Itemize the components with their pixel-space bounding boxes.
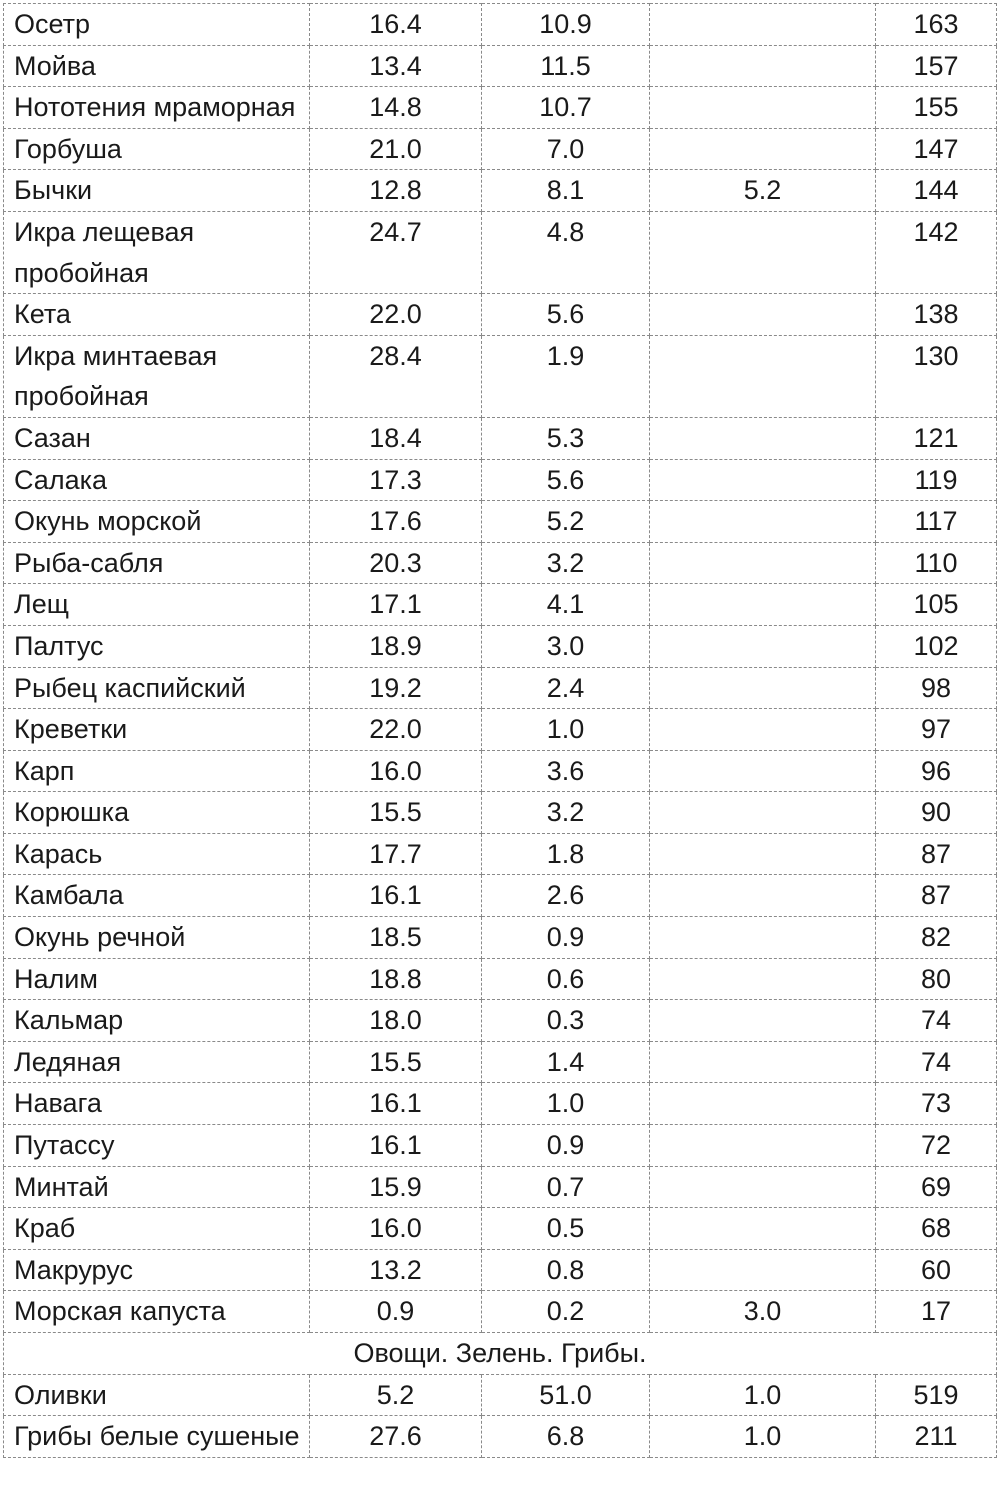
table-row bbox=[4, 459, 997, 501]
table-row bbox=[4, 170, 997, 212]
fat-cell: 0.6 bbox=[482, 958, 650, 1000]
fat-cell: 5.6 bbox=[482, 459, 650, 501]
carbs-cell: 1.0 bbox=[650, 1416, 876, 1458]
kcal-cell: 119 bbox=[876, 459, 997, 501]
protein-cell: 19.2 bbox=[310, 667, 482, 709]
table-row bbox=[4, 1208, 997, 1250]
product-name-cell: Ледяная bbox=[4, 1041, 310, 1083]
table-row bbox=[4, 501, 997, 543]
table-row bbox=[4, 1374, 997, 1416]
carbs-cell bbox=[650, 4, 876, 46]
table-row bbox=[4, 792, 997, 834]
fat-cell: 5.6 bbox=[482, 294, 650, 336]
nutrition-table-body bbox=[4, 4, 997, 1458]
kcal-cell: 98 bbox=[876, 667, 997, 709]
protein-cell: 15.5 bbox=[310, 1041, 482, 1083]
carbs-cell bbox=[650, 1083, 876, 1125]
fat-cell: 2.6 bbox=[482, 875, 650, 917]
product-name-cell: Макрурус bbox=[4, 1249, 310, 1291]
protein-cell: 16.0 bbox=[310, 1208, 482, 1250]
kcal-cell: 74 bbox=[876, 1041, 997, 1083]
kcal-cell: 87 bbox=[876, 833, 997, 875]
nutrition-table-container bbox=[3, 3, 996, 1458]
carbs-cell bbox=[650, 584, 876, 626]
fat-cell: 0.5 bbox=[482, 1208, 650, 1250]
protein-cell: 17.7 bbox=[310, 833, 482, 875]
product-name-cell: Нототения мраморная bbox=[4, 87, 310, 129]
table-row bbox=[4, 584, 997, 626]
table-row bbox=[4, 417, 997, 459]
carbs-cell bbox=[650, 750, 876, 792]
product-name-cell: Морская капуста bbox=[4, 1291, 310, 1333]
fat-cell: 3.2 bbox=[482, 792, 650, 834]
table-row bbox=[4, 917, 997, 959]
kcal-cell: 87 bbox=[876, 875, 997, 917]
protein-cell: 13.4 bbox=[310, 45, 482, 87]
carbs-cell bbox=[650, 294, 876, 336]
kcal-cell: 211 bbox=[876, 1416, 997, 1458]
fat-cell: 0.2 bbox=[482, 1291, 650, 1333]
carbs-cell bbox=[650, 417, 876, 459]
kcal-cell: 68 bbox=[876, 1208, 997, 1250]
table-row bbox=[4, 667, 997, 709]
table-row bbox=[4, 1291, 997, 1333]
table-row bbox=[4, 4, 997, 46]
table-row bbox=[4, 958, 997, 1000]
protein-cell: 17.1 bbox=[310, 584, 482, 626]
fat-cell: 0.9 bbox=[482, 1125, 650, 1167]
kcal-cell: 110 bbox=[876, 542, 997, 584]
kcal-cell: 60 bbox=[876, 1249, 997, 1291]
table-row bbox=[4, 1083, 997, 1125]
product-name-cell: Кета bbox=[4, 294, 310, 336]
product-name-cell: Сазан bbox=[4, 417, 310, 459]
product-name-cell: Осетр bbox=[4, 4, 310, 46]
carbs-cell bbox=[650, 1208, 876, 1250]
protein-cell: 27.6 bbox=[310, 1416, 482, 1458]
fat-cell: 3.2 bbox=[482, 542, 650, 584]
fat-cell: 4.1 bbox=[482, 584, 650, 626]
carbs-cell bbox=[650, 709, 876, 751]
carbs-cell bbox=[650, 625, 876, 667]
kcal-cell: 121 bbox=[876, 417, 997, 459]
table-row bbox=[4, 294, 997, 336]
fat-cell: 0.9 bbox=[482, 917, 650, 959]
table-row bbox=[4, 87, 997, 129]
protein-cell: 17.3 bbox=[310, 459, 482, 501]
table-row bbox=[4, 45, 997, 87]
product-name-cell: Икра минтаевая пробойная bbox=[4, 335, 310, 417]
carbs-cell bbox=[650, 958, 876, 1000]
protein-cell: 22.0 bbox=[310, 709, 482, 751]
product-name-cell: Бычки bbox=[4, 170, 310, 212]
table-row bbox=[4, 128, 997, 170]
product-name-cell: Лещ bbox=[4, 584, 310, 626]
table-row bbox=[4, 335, 997, 417]
carbs-cell: 3.0 bbox=[650, 1291, 876, 1333]
protein-cell: 18.5 bbox=[310, 917, 482, 959]
product-name-cell: Рыбец каспийский bbox=[4, 667, 310, 709]
table-row bbox=[4, 1041, 997, 1083]
protein-cell: 18.0 bbox=[310, 1000, 482, 1042]
table-row bbox=[4, 833, 997, 875]
protein-cell: 20.3 bbox=[310, 542, 482, 584]
table-row bbox=[4, 875, 997, 917]
product-name-cell: Карась bbox=[4, 833, 310, 875]
product-name-cell: Минтай bbox=[4, 1166, 310, 1208]
table-row bbox=[4, 211, 997, 293]
product-name-cell: Рыба-сабля bbox=[4, 542, 310, 584]
product-name-cell: Кальмар bbox=[4, 1000, 310, 1042]
table-row bbox=[4, 1125, 997, 1167]
carbs-cell: 5.2 bbox=[650, 170, 876, 212]
carbs-cell bbox=[650, 128, 876, 170]
fat-cell: 0.7 bbox=[482, 1166, 650, 1208]
product-name-cell: Корюшка bbox=[4, 792, 310, 834]
product-name-cell: Путассу bbox=[4, 1125, 310, 1167]
kcal-cell: 519 bbox=[876, 1374, 997, 1416]
fat-cell: 1.9 bbox=[482, 335, 650, 417]
carbs-cell bbox=[650, 542, 876, 584]
kcal-cell: 138 bbox=[876, 294, 997, 336]
fat-cell: 1.4 bbox=[482, 1041, 650, 1083]
protein-cell: 5.2 bbox=[310, 1374, 482, 1416]
table-row bbox=[4, 1249, 997, 1291]
kcal-cell: 97 bbox=[876, 709, 997, 751]
kcal-cell: 142 bbox=[876, 211, 997, 293]
protein-cell: 17.6 bbox=[310, 501, 482, 543]
carbs-cell bbox=[650, 211, 876, 293]
table-row bbox=[4, 1000, 997, 1042]
carbs-cell bbox=[650, 875, 876, 917]
kcal-cell: 147 bbox=[876, 128, 997, 170]
carbs-cell: 1.0 bbox=[650, 1374, 876, 1416]
product-name-cell: Креветки bbox=[4, 709, 310, 751]
carbs-cell bbox=[650, 335, 876, 417]
fat-cell: 0.3 bbox=[482, 1000, 650, 1042]
kcal-cell: 17 bbox=[876, 1291, 997, 1333]
carbs-cell bbox=[650, 1166, 876, 1208]
carbs-cell bbox=[650, 1249, 876, 1291]
product-name-cell: Горбуша bbox=[4, 128, 310, 170]
fat-cell: 3.0 bbox=[482, 625, 650, 667]
kcal-cell: 96 bbox=[876, 750, 997, 792]
fat-cell: 0.8 bbox=[482, 1249, 650, 1291]
section-title: Овощи. Зелень. Грибы. bbox=[4, 1333, 997, 1375]
kcal-cell: 163 bbox=[876, 4, 997, 46]
fat-cell: 5.2 bbox=[482, 501, 650, 543]
protein-cell: 16.1 bbox=[310, 875, 482, 917]
protein-cell: 16.0 bbox=[310, 750, 482, 792]
product-name-cell: Окунь речной bbox=[4, 917, 310, 959]
protein-cell: 13.2 bbox=[310, 1249, 482, 1291]
carbs-cell bbox=[650, 1125, 876, 1167]
kcal-cell: 82 bbox=[876, 917, 997, 959]
protein-cell: 16.1 bbox=[310, 1125, 482, 1167]
protein-cell: 18.9 bbox=[310, 625, 482, 667]
fat-cell: 4.8 bbox=[482, 211, 650, 293]
table-row bbox=[4, 709, 997, 751]
kcal-cell: 157 bbox=[876, 45, 997, 87]
product-name-cell: Налим bbox=[4, 958, 310, 1000]
kcal-cell: 144 bbox=[876, 170, 997, 212]
carbs-cell bbox=[650, 917, 876, 959]
carbs-cell bbox=[650, 1000, 876, 1042]
table-row bbox=[4, 1166, 997, 1208]
product-name-cell: Навага bbox=[4, 1083, 310, 1125]
fat-cell: 6.8 bbox=[482, 1416, 650, 1458]
fat-cell: 2.4 bbox=[482, 667, 650, 709]
section-row bbox=[4, 1333, 997, 1375]
table-row bbox=[4, 542, 997, 584]
fat-cell: 3.6 bbox=[482, 750, 650, 792]
kcal-cell: 73 bbox=[876, 1083, 997, 1125]
nutrition-table bbox=[3, 3, 997, 1458]
carbs-cell bbox=[650, 833, 876, 875]
kcal-cell: 130 bbox=[876, 335, 997, 417]
protein-cell: 24.7 bbox=[310, 211, 482, 293]
kcal-cell: 80 bbox=[876, 958, 997, 1000]
fat-cell: 5.3 bbox=[482, 417, 650, 459]
fat-cell: 1.0 bbox=[482, 1083, 650, 1125]
protein-cell: 15.9 bbox=[310, 1166, 482, 1208]
product-name-cell: Мойва bbox=[4, 45, 310, 87]
fat-cell: 51.0 bbox=[482, 1374, 650, 1416]
fat-cell: 7.0 bbox=[482, 128, 650, 170]
protein-cell: 14.8 bbox=[310, 87, 482, 129]
protein-cell: 28.4 bbox=[310, 335, 482, 417]
carbs-cell bbox=[650, 1041, 876, 1083]
product-name-cell: Грибы белые сушеные bbox=[4, 1416, 310, 1458]
protein-cell: 12.8 bbox=[310, 170, 482, 212]
kcal-cell: 105 bbox=[876, 584, 997, 626]
product-name-cell: Краб bbox=[4, 1208, 310, 1250]
kcal-cell: 72 bbox=[876, 1125, 997, 1167]
kcal-cell: 69 bbox=[876, 1166, 997, 1208]
fat-cell: 10.7 bbox=[482, 87, 650, 129]
fat-cell: 11.5 bbox=[482, 45, 650, 87]
product-name-cell: Окунь морской bbox=[4, 501, 310, 543]
kcal-cell: 90 bbox=[876, 792, 997, 834]
kcal-cell: 117 bbox=[876, 501, 997, 543]
protein-cell: 21.0 bbox=[310, 128, 482, 170]
kcal-cell: 102 bbox=[876, 625, 997, 667]
fat-cell: 8.1 bbox=[482, 170, 650, 212]
protein-cell: 16.1 bbox=[310, 1083, 482, 1125]
kcal-cell: 74 bbox=[876, 1000, 997, 1042]
protein-cell: 18.8 bbox=[310, 958, 482, 1000]
fat-cell: 10.9 bbox=[482, 4, 650, 46]
kcal-cell: 155 bbox=[876, 87, 997, 129]
fat-cell: 1.8 bbox=[482, 833, 650, 875]
carbs-cell bbox=[650, 792, 876, 834]
product-name-cell: Карп bbox=[4, 750, 310, 792]
product-name-cell: Камбала bbox=[4, 875, 310, 917]
product-name-cell: Икра лещевая пробойная bbox=[4, 211, 310, 293]
protein-cell: 15.5 bbox=[310, 792, 482, 834]
protein-cell: 18.4 bbox=[310, 417, 482, 459]
product-name-cell: Палтус bbox=[4, 625, 310, 667]
carbs-cell bbox=[650, 501, 876, 543]
protein-cell: 22.0 bbox=[310, 294, 482, 336]
fat-cell: 1.0 bbox=[482, 709, 650, 751]
carbs-cell bbox=[650, 87, 876, 129]
product-name-cell: Салака bbox=[4, 459, 310, 501]
protein-cell: 16.4 bbox=[310, 4, 482, 46]
product-name-cell: Оливки bbox=[4, 1374, 310, 1416]
protein-cell: 0.9 bbox=[310, 1291, 482, 1333]
table-row bbox=[4, 1416, 997, 1458]
table-row bbox=[4, 625, 997, 667]
table-row bbox=[4, 750, 997, 792]
carbs-cell bbox=[650, 45, 876, 87]
carbs-cell bbox=[650, 459, 876, 501]
carbs-cell bbox=[650, 667, 876, 709]
